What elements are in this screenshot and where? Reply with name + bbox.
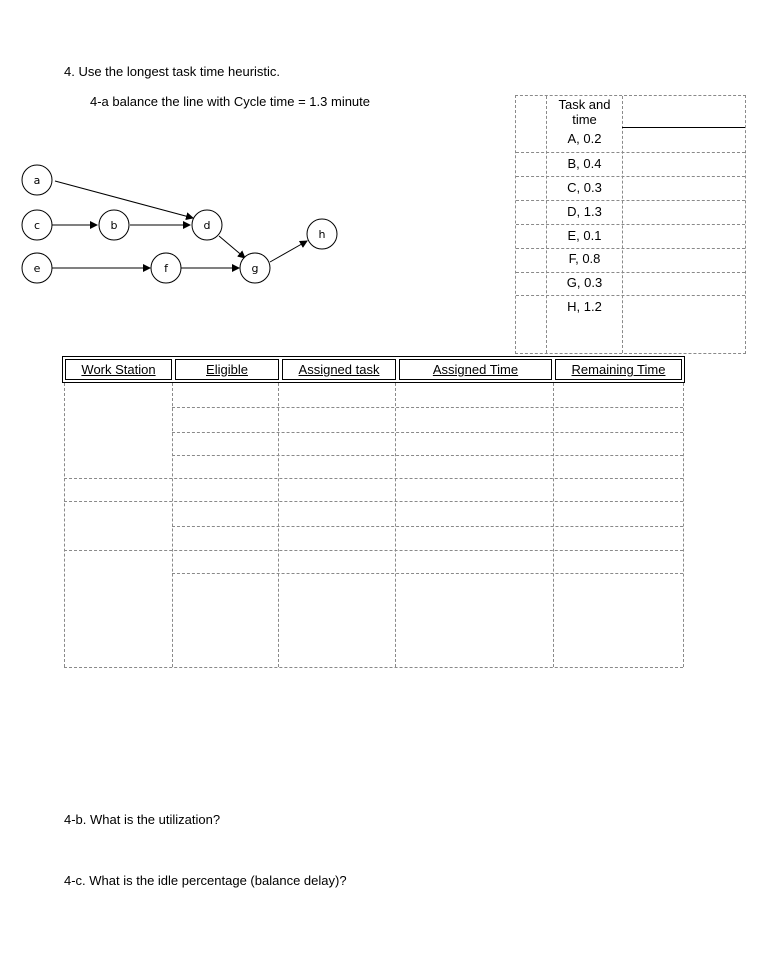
task-row: D, 1.3 xyxy=(567,204,602,219)
question-title: 4. Use the longest task time heuristic. xyxy=(64,64,281,79)
ws-header-work-station: Work Station xyxy=(65,359,172,380)
node-g-label: g xyxy=(251,262,259,275)
question-part-c: 4-c. What is the idle percentage (balance delay)? xyxy=(64,873,347,888)
edge-g-h xyxy=(270,241,307,262)
task-row: G, 0.3 xyxy=(566,275,603,290)
node-e-label: e xyxy=(33,262,41,275)
task-row: A, 0.2 xyxy=(567,131,602,146)
ws-header-eligible: Eligible xyxy=(175,359,279,380)
ws-header-row xyxy=(62,356,685,383)
task-row: F, 0.8 xyxy=(568,251,601,266)
ws-header-remaining-time: Remaining Time xyxy=(555,359,682,380)
node-a-label: a xyxy=(33,174,41,187)
work-station-table xyxy=(62,356,685,668)
node-h-label: h xyxy=(318,228,326,241)
node-b-label: b xyxy=(110,219,118,232)
ws-header-assigned-task: Assigned task xyxy=(282,359,396,380)
task-row: B, 0.4 xyxy=(567,156,602,171)
question-part-b: 4-b. What is the utilization? xyxy=(64,812,221,827)
ws-header-assigned-time: Assigned Time xyxy=(399,359,552,380)
edge-a-d xyxy=(55,181,193,218)
node-f-label: f xyxy=(164,262,168,275)
question-part-a: 4-a balance the line with Cycle time = 1.3 minute xyxy=(90,94,371,109)
task-row: H, 1.2 xyxy=(567,299,602,314)
node-c-label: c xyxy=(33,219,41,232)
task-header-line1: Task and xyxy=(558,97,611,112)
node-d-label: d xyxy=(203,219,211,232)
task-row: C, 0.3 xyxy=(567,180,602,195)
edge-d-g xyxy=(219,236,245,258)
task-time-table xyxy=(515,95,746,354)
precedence-diagram xyxy=(0,150,380,290)
task-header-line2: time xyxy=(572,112,597,127)
task-row: E, 0.1 xyxy=(567,228,602,243)
